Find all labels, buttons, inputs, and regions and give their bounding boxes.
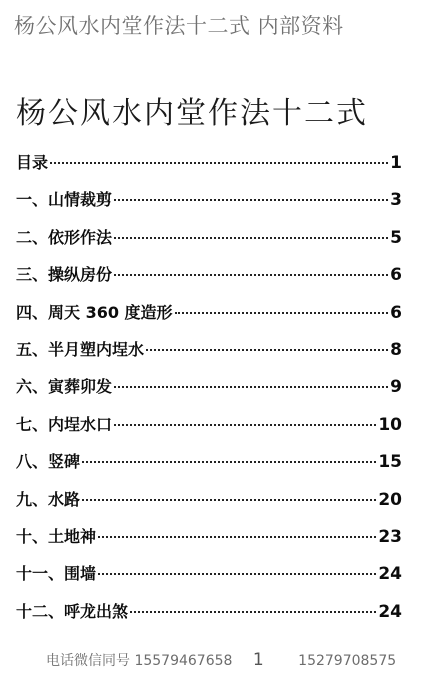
page-footer — [46, 650, 396, 670]
page-header: 杨公风水内堂作法十二式 内部资料 — [14, 14, 344, 38]
toc-entry — [16, 412, 402, 449]
toc-leader-dots — [114, 199, 388, 201]
toc-leader-dots — [146, 349, 388, 351]
toc-entry-page: 15 — [378, 452, 402, 473]
toc-entry — [16, 487, 402, 524]
toc-entry-label: 九、水路 — [16, 489, 81, 509]
toc-leader-dots — [114, 274, 388, 276]
toc-leader-dots — [82, 499, 376, 501]
toc-entry — [16, 225, 402, 262]
toc-entry-label: 十、土地神 — [16, 526, 97, 546]
toc-entry-label: 二、依形作法 — [16, 227, 113, 247]
footer-phone-2: 15279708575 — [298, 653, 397, 669]
toc-entry-page: 1 — [390, 153, 402, 173]
toc-leader-dots — [175, 312, 389, 314]
toc-entry — [16, 449, 402, 486]
toc-entry-label: 五、半月塑内埕水 — [16, 339, 145, 359]
toc-leader-dots — [50, 162, 388, 164]
toc-entry-page: 6 — [390, 265, 402, 286]
toc-entry-page: 9 — [390, 377, 402, 398]
toc-leader-dots — [114, 386, 388, 388]
toc-entry — [16, 300, 402, 337]
toc-entry-label: 四、周天 360 度造形 — [16, 302, 173, 322]
toc-entry-label: 十一、围墙 — [16, 564, 97, 584]
toc-entry-label: 三、操纵房份 — [16, 265, 113, 285]
toc-entry-label: 七、内埕水口 — [16, 414, 113, 434]
toc-entry-page: 5 — [390, 227, 402, 248]
toc-leader-dots — [114, 237, 388, 239]
toc-entry — [16, 150, 402, 187]
toc-entry — [16, 374, 402, 411]
toc-entry-label: 十二、呼龙出煞 — [16, 601, 129, 621]
document-title: 杨公风水内堂作法十二式 — [16, 96, 368, 131]
toc-entry — [16, 561, 402, 598]
toc-leader-dots — [98, 536, 376, 538]
page-number: 1 — [252, 650, 264, 670]
toc-entry-page: 6 — [390, 302, 402, 323]
toc-entry-page: 24 — [378, 601, 402, 622]
toc-entry-label: 一、山情裁剪 — [16, 190, 113, 210]
table-of-contents — [16, 150, 402, 636]
toc-entry-page: 10 — [378, 414, 402, 435]
toc-leader-dots — [114, 424, 376, 426]
toc-entry-page: 8 — [390, 339, 402, 360]
toc-entry-page: 23 — [378, 526, 402, 547]
footer-phone-1: 15579467658 — [134, 653, 233, 669]
toc-entry-page: 20 — [378, 489, 402, 510]
toc-entry — [16, 599, 402, 636]
toc-entry-page: 24 — [378, 564, 402, 585]
toc-entry — [16, 262, 402, 299]
toc-entry-page: 3 — [390, 190, 402, 211]
toc-leader-dots — [130, 611, 376, 613]
toc-leader-dots — [82, 461, 376, 463]
toc-entry-label: 目录 — [16, 153, 49, 172]
toc-entry-label: 八、竖碑 — [16, 452, 81, 472]
toc-entry-label: 六、寅葬卯发 — [16, 377, 113, 397]
toc-entry — [16, 337, 402, 374]
toc-leader-dots — [98, 573, 376, 575]
footer-contact-label: 电话微信同号 — [46, 653, 130, 669]
toc-entry — [16, 187, 402, 224]
toc-entry — [16, 524, 402, 561]
